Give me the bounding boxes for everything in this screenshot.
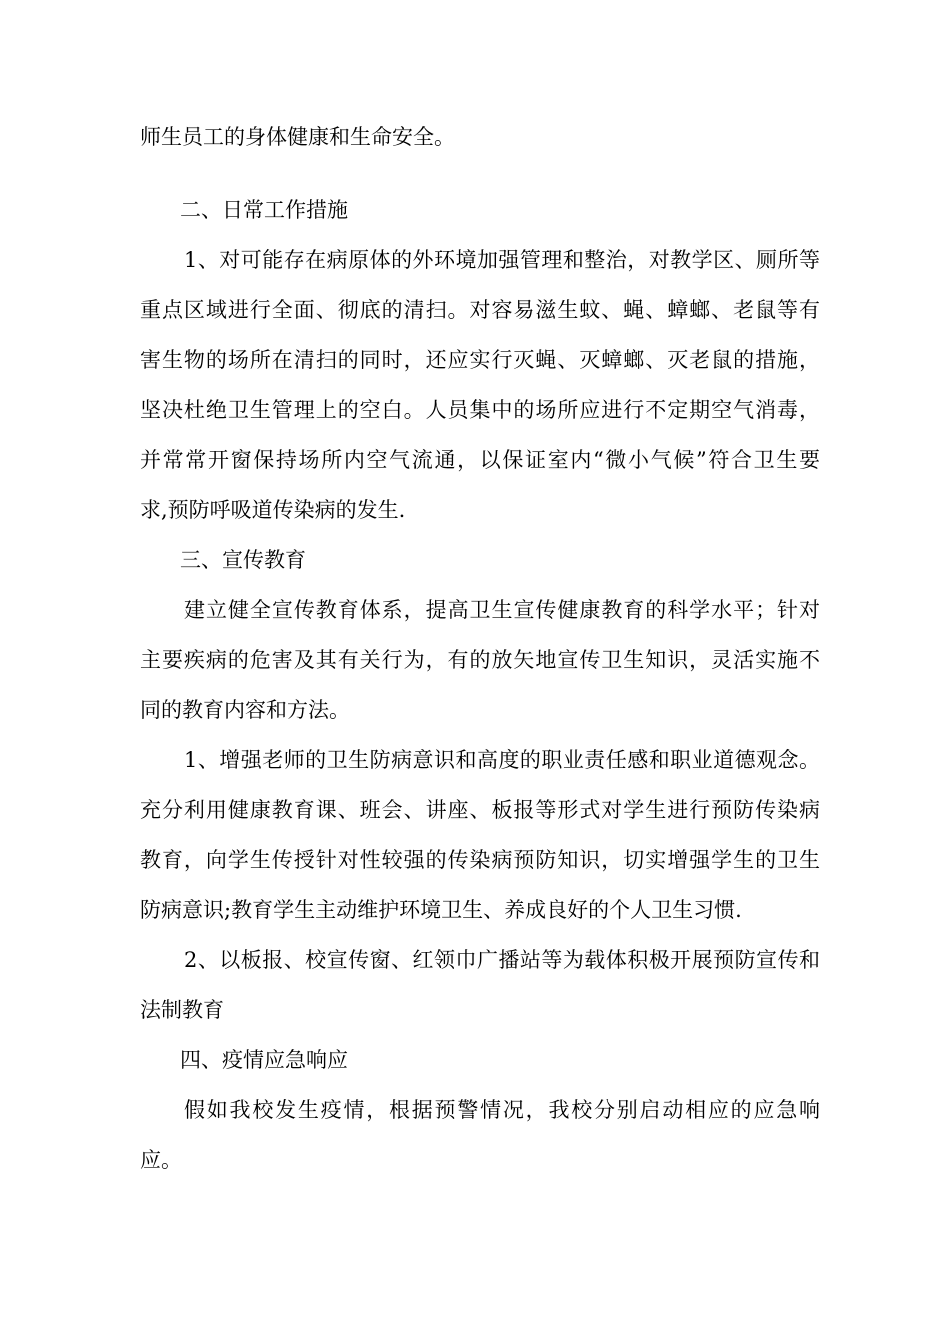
paragraph-line: 建立健全宣传教育体系，提高卫生宣传健康教育的科学水平；针对	[184, 598, 820, 622]
paragraph-line: 充分利用健康教育课、班会、讲座、板报等形式对学生进行预防传染病	[140, 798, 820, 822]
paragraph-line: 1、增强老师的卫生防病意识和高度的职业责任感和职业道德观念。	[184, 748, 820, 772]
paragraph-line: 防病意识;教育学生主动维护环境卫生、养成良好的个人卫生习惯.	[140, 898, 742, 922]
paragraph-line: 重点区域进行全面、彻底的清扫。对容易滋生蚊、蝇、蟑螂、老鼠等有	[140, 298, 820, 322]
paragraph-line: 法制教育	[140, 998, 224, 1022]
paragraph-line: 求,预防呼吸道传染病的发生.	[140, 498, 406, 522]
paragraph-line: 2、以板报、校宣传窗、红领巾广播站等为载体积极开展预防宣传和	[184, 948, 820, 972]
paragraph-line: 应。	[140, 1148, 182, 1172]
paragraph-line: 并常常开窗保持场所内空气流通，以保证室内“微小气候”符合卫生要	[140, 448, 820, 472]
paragraph-line: 师生员工的身体健康和生命安全。	[140, 125, 455, 149]
section-heading-emergency-response: 四、疫情应急响应	[180, 1048, 348, 1072]
paragraph-line: 主要疾病的危害及其有关行为，有的放矢地宣传卫生知识，灵活实施不	[140, 648, 820, 672]
section-heading-daily-measures: 二、日常工作措施	[180, 198, 348, 222]
section-heading-publicity-education: 三、宣传教育	[180, 548, 306, 572]
paragraph-line: 1、对可能存在病原体的外环境加强管理和整治，对教学区、厕所等	[184, 248, 820, 272]
paragraph-line: 教育，向学生传授针对性较强的传染病预防知识，切实增强学生的卫生	[140, 848, 820, 872]
paragraph-line: 同的教育内容和方法。	[140, 698, 350, 722]
paragraph-line: 坚决杜绝卫生管理上的空白。人员集中的场所应进行不定期空气消毒，	[140, 398, 820, 422]
paragraph-line: 假如我校发生疫情，根据预警情况，我校分别启动相应的应急响	[184, 1098, 820, 1122]
paragraph-line: 害生物的场所在清扫的同时，还应实行灭蝇、灭蟑螂、灭老鼠的措施，	[140, 348, 820, 372]
